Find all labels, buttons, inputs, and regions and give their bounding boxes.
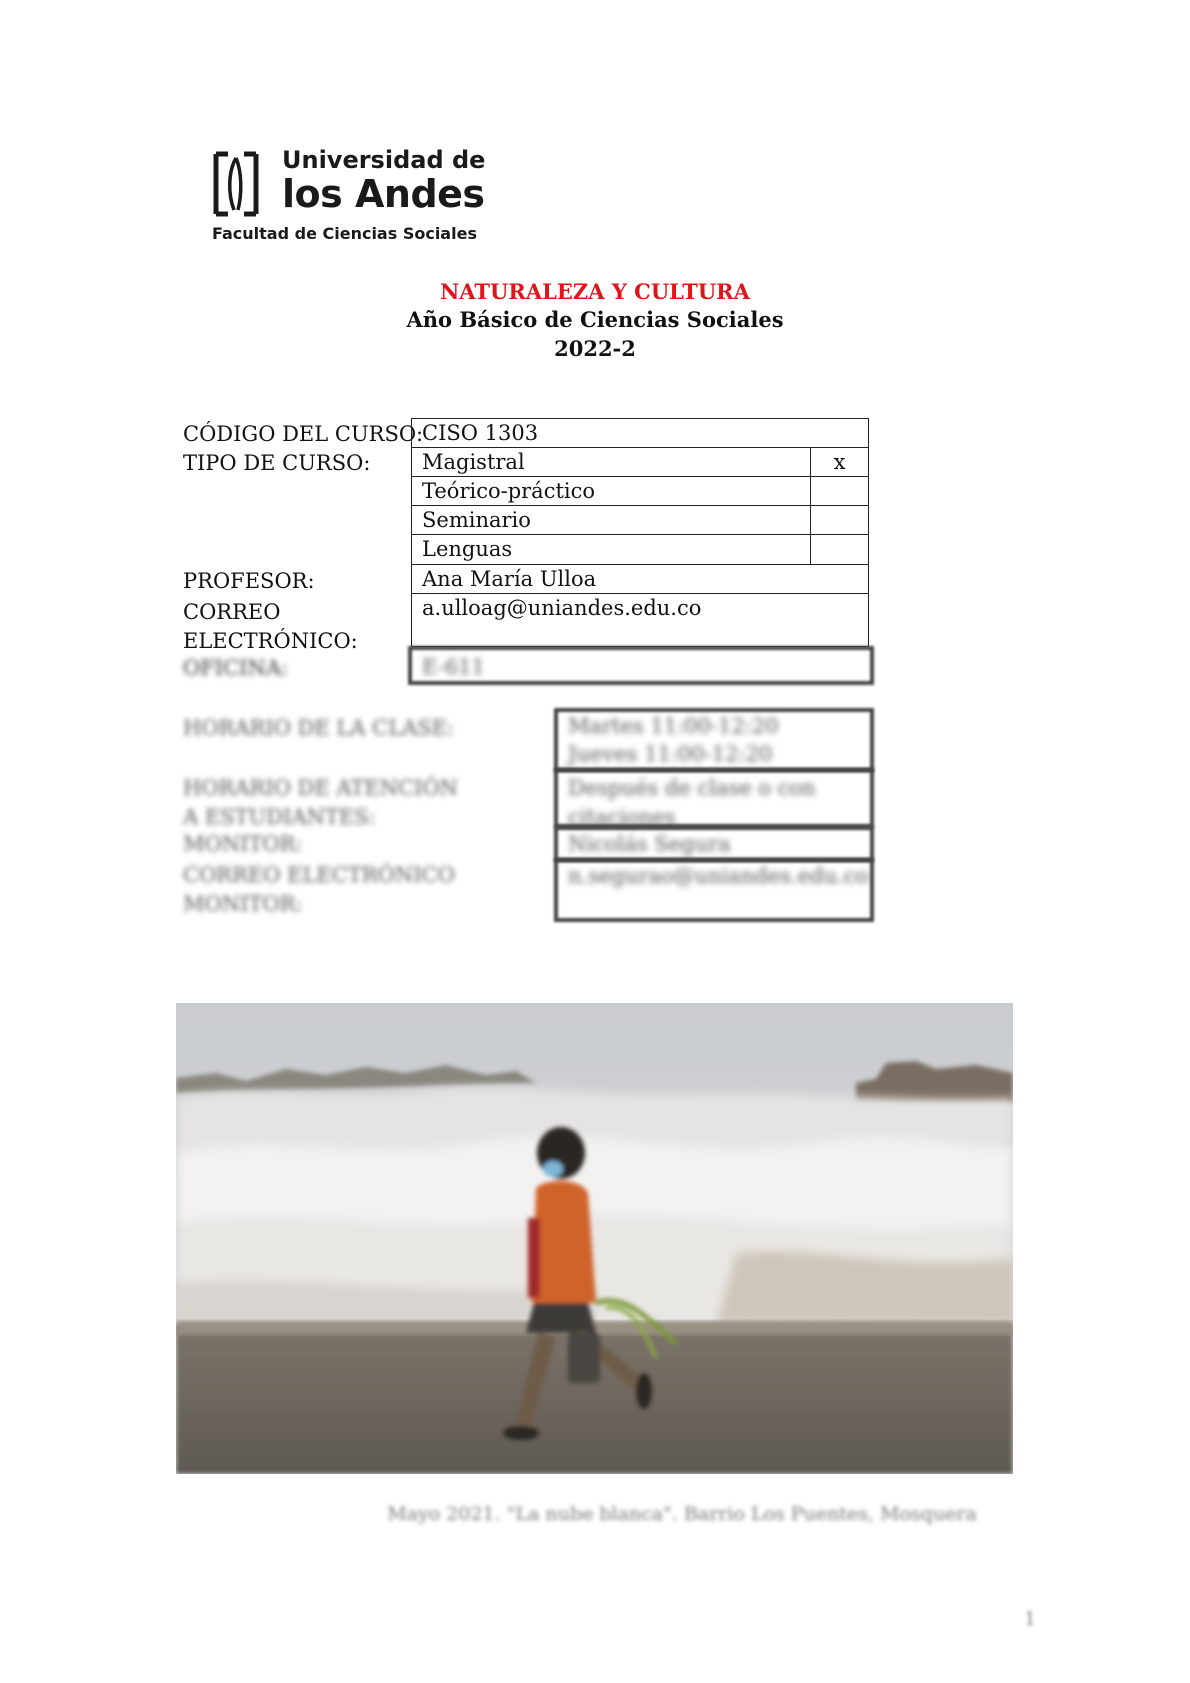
monitor-cell xyxy=(554,826,874,862)
office-value: E-611 xyxy=(422,655,485,679)
type-mark-cell xyxy=(810,476,869,506)
foam-river-photo xyxy=(176,1003,1013,1474)
attention-cell xyxy=(554,768,874,828)
cover-photo xyxy=(176,1003,1013,1474)
email-value: a.ulloag@uniandes.edu.co xyxy=(422,596,702,620)
type-name: Teórico-práctico xyxy=(422,479,596,503)
type-cell-teorico xyxy=(411,476,811,506)
course-term: 2022-2 xyxy=(554,336,636,361)
type-name: Seminario xyxy=(422,508,531,532)
university-logo xyxy=(210,146,486,248)
professor-label: PROFESOR: xyxy=(183,569,315,593)
class-schedule-value-2: Jueves 11:00-12:20 xyxy=(568,742,773,766)
code-cell xyxy=(411,418,869,448)
code-value: CISO 1303 xyxy=(422,421,539,445)
type-label: TIPO DE CURSO: xyxy=(183,451,371,475)
monitor-label: MONITOR: xyxy=(183,832,303,856)
logo-line-2: los Andes xyxy=(282,172,485,216)
andes-logo-icon xyxy=(210,150,262,218)
course-subtitle: Año Básico de Ciencias Sociales xyxy=(406,307,784,332)
attention-label: HORARIO DE ATENCIÓN A ESTUDIANTES: xyxy=(183,776,459,829)
logo-line-1: Universidad de xyxy=(282,146,486,174)
photo-caption: Mayo 2021. "La nube blanca". Barrio Los Puentes, Mosquera xyxy=(387,1503,977,1525)
type-mark-cell xyxy=(810,534,869,565)
email-label: CORREO ELECTRÓNICO: xyxy=(183,600,358,653)
monitor-email-cell xyxy=(554,858,874,922)
code-label: CÓDIGO DEL CURSO: xyxy=(183,422,424,446)
class-schedule-cell xyxy=(554,708,874,772)
professor-cell xyxy=(411,564,869,594)
monitor-value: Nicolás Segura xyxy=(568,832,731,856)
type-name: Lenguas xyxy=(422,537,513,561)
type-cell-magistral xyxy=(411,447,811,477)
type-cell-lenguas xyxy=(411,534,811,565)
email-cell xyxy=(411,593,869,647)
type-name: Magistral xyxy=(422,450,525,474)
office-cell xyxy=(408,646,874,685)
logo-line-3: Facultad de Ciencias Sociales xyxy=(212,224,477,243)
office-label: OFICINA: xyxy=(183,656,289,680)
course-title: NATURALEZA Y CULTURA xyxy=(440,279,750,304)
type-cell-seminario xyxy=(411,505,811,535)
monitor-email-label: CORREO ELECTRÓNICO MONITOR: xyxy=(183,863,455,916)
attention-value: Después de clase o con citaciones xyxy=(568,776,816,829)
page-number: 1 xyxy=(1024,1608,1037,1630)
type-mark-cell xyxy=(810,447,869,477)
type-mark: x xyxy=(833,450,846,474)
class-schedule-label: HORARIO DE LA CLASE: xyxy=(183,716,455,740)
monitor-email-value: n.segurao@uniandes.edu.co xyxy=(568,864,869,888)
type-mark-cell xyxy=(810,505,869,535)
professor-value: Ana María Ulloa xyxy=(422,567,597,591)
class-schedule-value-1: Martes 11:00-12:20 xyxy=(568,714,779,738)
